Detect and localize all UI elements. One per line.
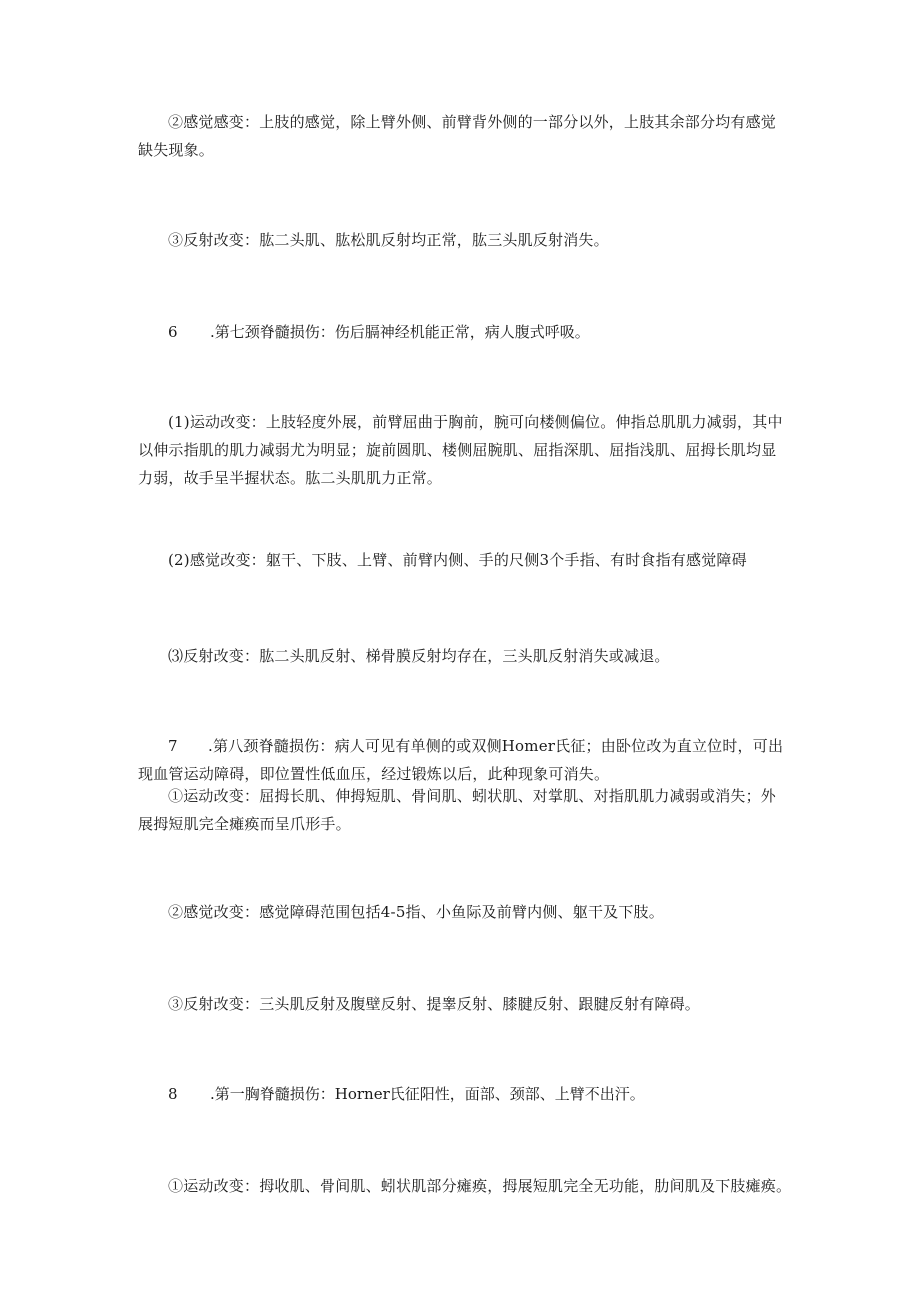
paragraph-sensory-change-c6: ②感觉感变：上肢的感觉，除上臂外侧、前臂背外侧的一部分以外，上肢其余部分均有感觉缺失现象。 bbox=[138, 113, 777, 159]
section-number: 6 bbox=[168, 323, 178, 341]
section-title: .第七颈脊髓损伤：伤后膈神经机能正常，病人腹式呼吸。 bbox=[210, 323, 590, 341]
paragraph-motor-change-t1: ①运动改变：拇收肌、骨间肌、蚓状肌部分瘫痪，拇展短肌完全无功能，肋间肌及下肢瘫痪。 bbox=[168, 1177, 792, 1195]
paragraph-sensory-change-c7: (2)感觉改变：躯干、下肢、上臂、前臂内侧、手的尺侧3个手指、有时食指有感觉障碍 bbox=[168, 551, 747, 569]
section-heading-c8 bbox=[138, 732, 788, 788]
paragraph-sensory-change-c8: ②感觉改变：感觉障碍范围包括4-5指、小鱼际及前臂内侧、躯干及下肢。 bbox=[168, 903, 664, 921]
paragraph-motor-change-c8: ①运动改变：屈拇长肌、伸拇短肌、骨间肌、蚓状肌、对掌肌、对指肌肌力减弱或消失；外展拇短肌完全瘫痪而呈爪形手。 bbox=[138, 787, 777, 833]
paragraph-reflex-change-c8: ③反射改变：三头肌反射及腹壁反射、提睾反射、膝腱反射、跟腱反射有障碍。 bbox=[168, 995, 701, 1013]
section-number: 8 bbox=[168, 1085, 178, 1103]
section-number: 7 bbox=[168, 737, 178, 755]
paragraph-reflex-change-c7: ⑶反射改变：肱二头肌反射、梯骨膜反射均存在，三头肌反射消失或减退。 bbox=[168, 647, 670, 665]
paragraph-motor-change-c7: (1)运动改变：上肢轻度外展，前臂屈曲于胸前，腕可向楼侧偏位。伸指总肌肌力减弱，其中以伸示指肌的肌力减弱尤为明显；旋前圆肌、楼侧屈腕肌、屈指深肌、屈指浅肌、屈拇长肌均显力弱，故手呈半握状态。肱二头肌肌力正常。 bbox=[138, 413, 783, 487]
paragraph-reflex-change-c6: ③反射改变：肱二头肌、肱松肌反射均正常，肱三头肌反射消失。 bbox=[168, 231, 609, 249]
section-body: .第八颈脊髓损伤：病人可见有单侧的或双侧Homer氏征；由卧位改为直立位时，可出现血管运动障碍，即位置性低血压，经过锻炼以后，此种现象可消失。 bbox=[138, 737, 784, 783]
section-title: .第一胸脊髓损伤：Horner氏征阳性，面部、颈部、上臂不出汗。 bbox=[210, 1085, 645, 1103]
section-heading-t1 bbox=[168, 1080, 645, 1108]
section-heading-c7 bbox=[168, 318, 590, 346]
